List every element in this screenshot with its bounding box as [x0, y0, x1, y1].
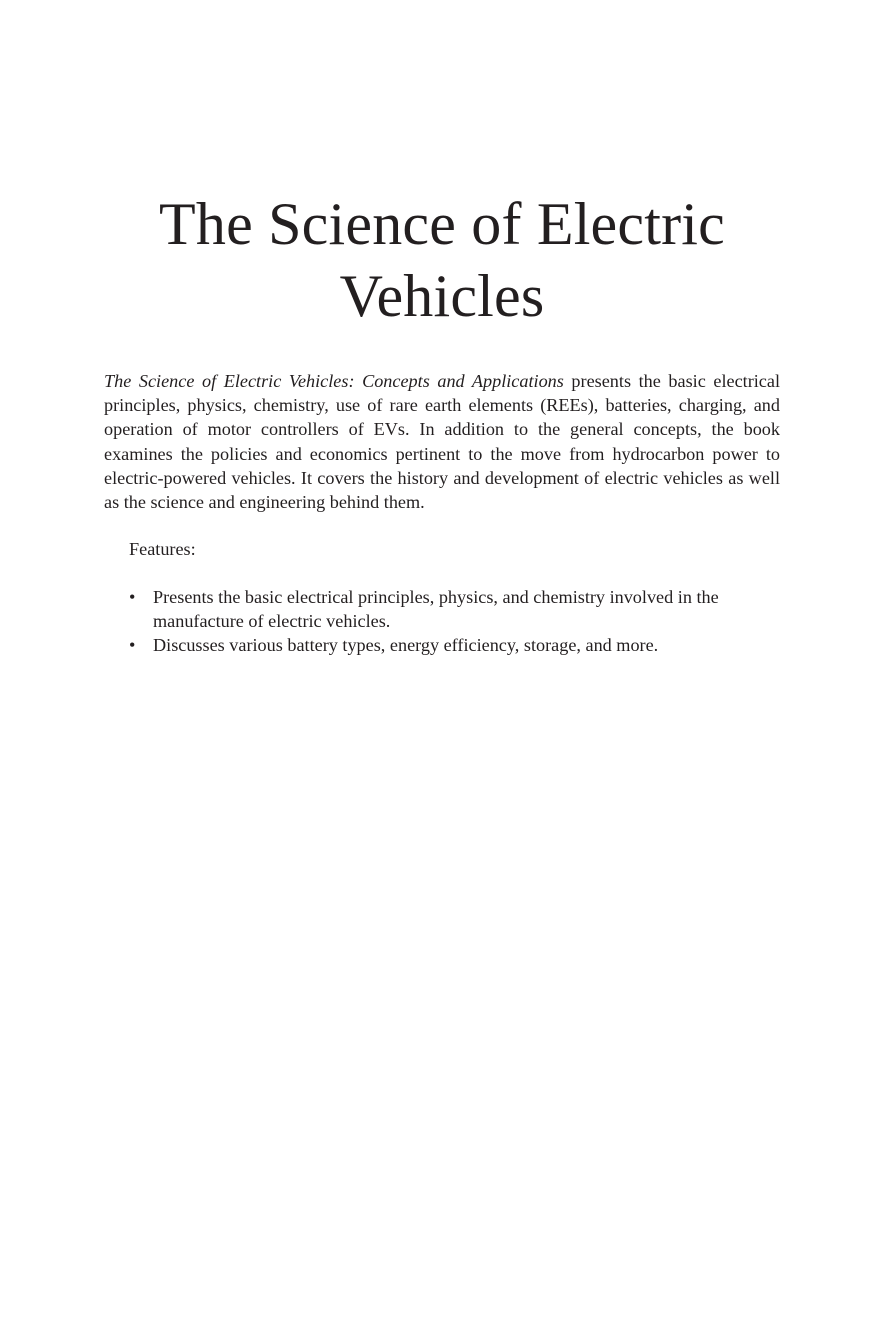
list-item [129, 585, 769, 633]
feature-text: Discusses various battery types, energy efficiency, storage, and more. [153, 635, 659, 655]
book-title-italic: The Science of Electric Vehicles: Concepts and Applications [104, 371, 564, 391]
features-list [129, 585, 769, 657]
list-item [129, 633, 769, 657]
bullet-icon: • [129, 587, 136, 607]
book-title-heading: The Science of Electric Vehicles [159, 191, 725, 329]
features-heading: Features: [129, 539, 196, 559]
book-description [104, 369, 780, 514]
feature-text: Presents the basic electrical principles, physics, and chemistry involved in the manufacture of electric vehicles. [153, 587, 719, 631]
description-text: presents the basic electrical principles, physics, chemistry, use of rare earth elements (REEs), batteries, charging, and operation of motor controllers of EVs. In addition to the general concepts, the book examines the policies and economics pertinent to the move from hydrocarbon power to electric-powered vehicles. It covers the history and development of electric vehicles as well as the science and engineering behind them. [104, 371, 780, 513]
bullet-icon: • [129, 635, 136, 655]
